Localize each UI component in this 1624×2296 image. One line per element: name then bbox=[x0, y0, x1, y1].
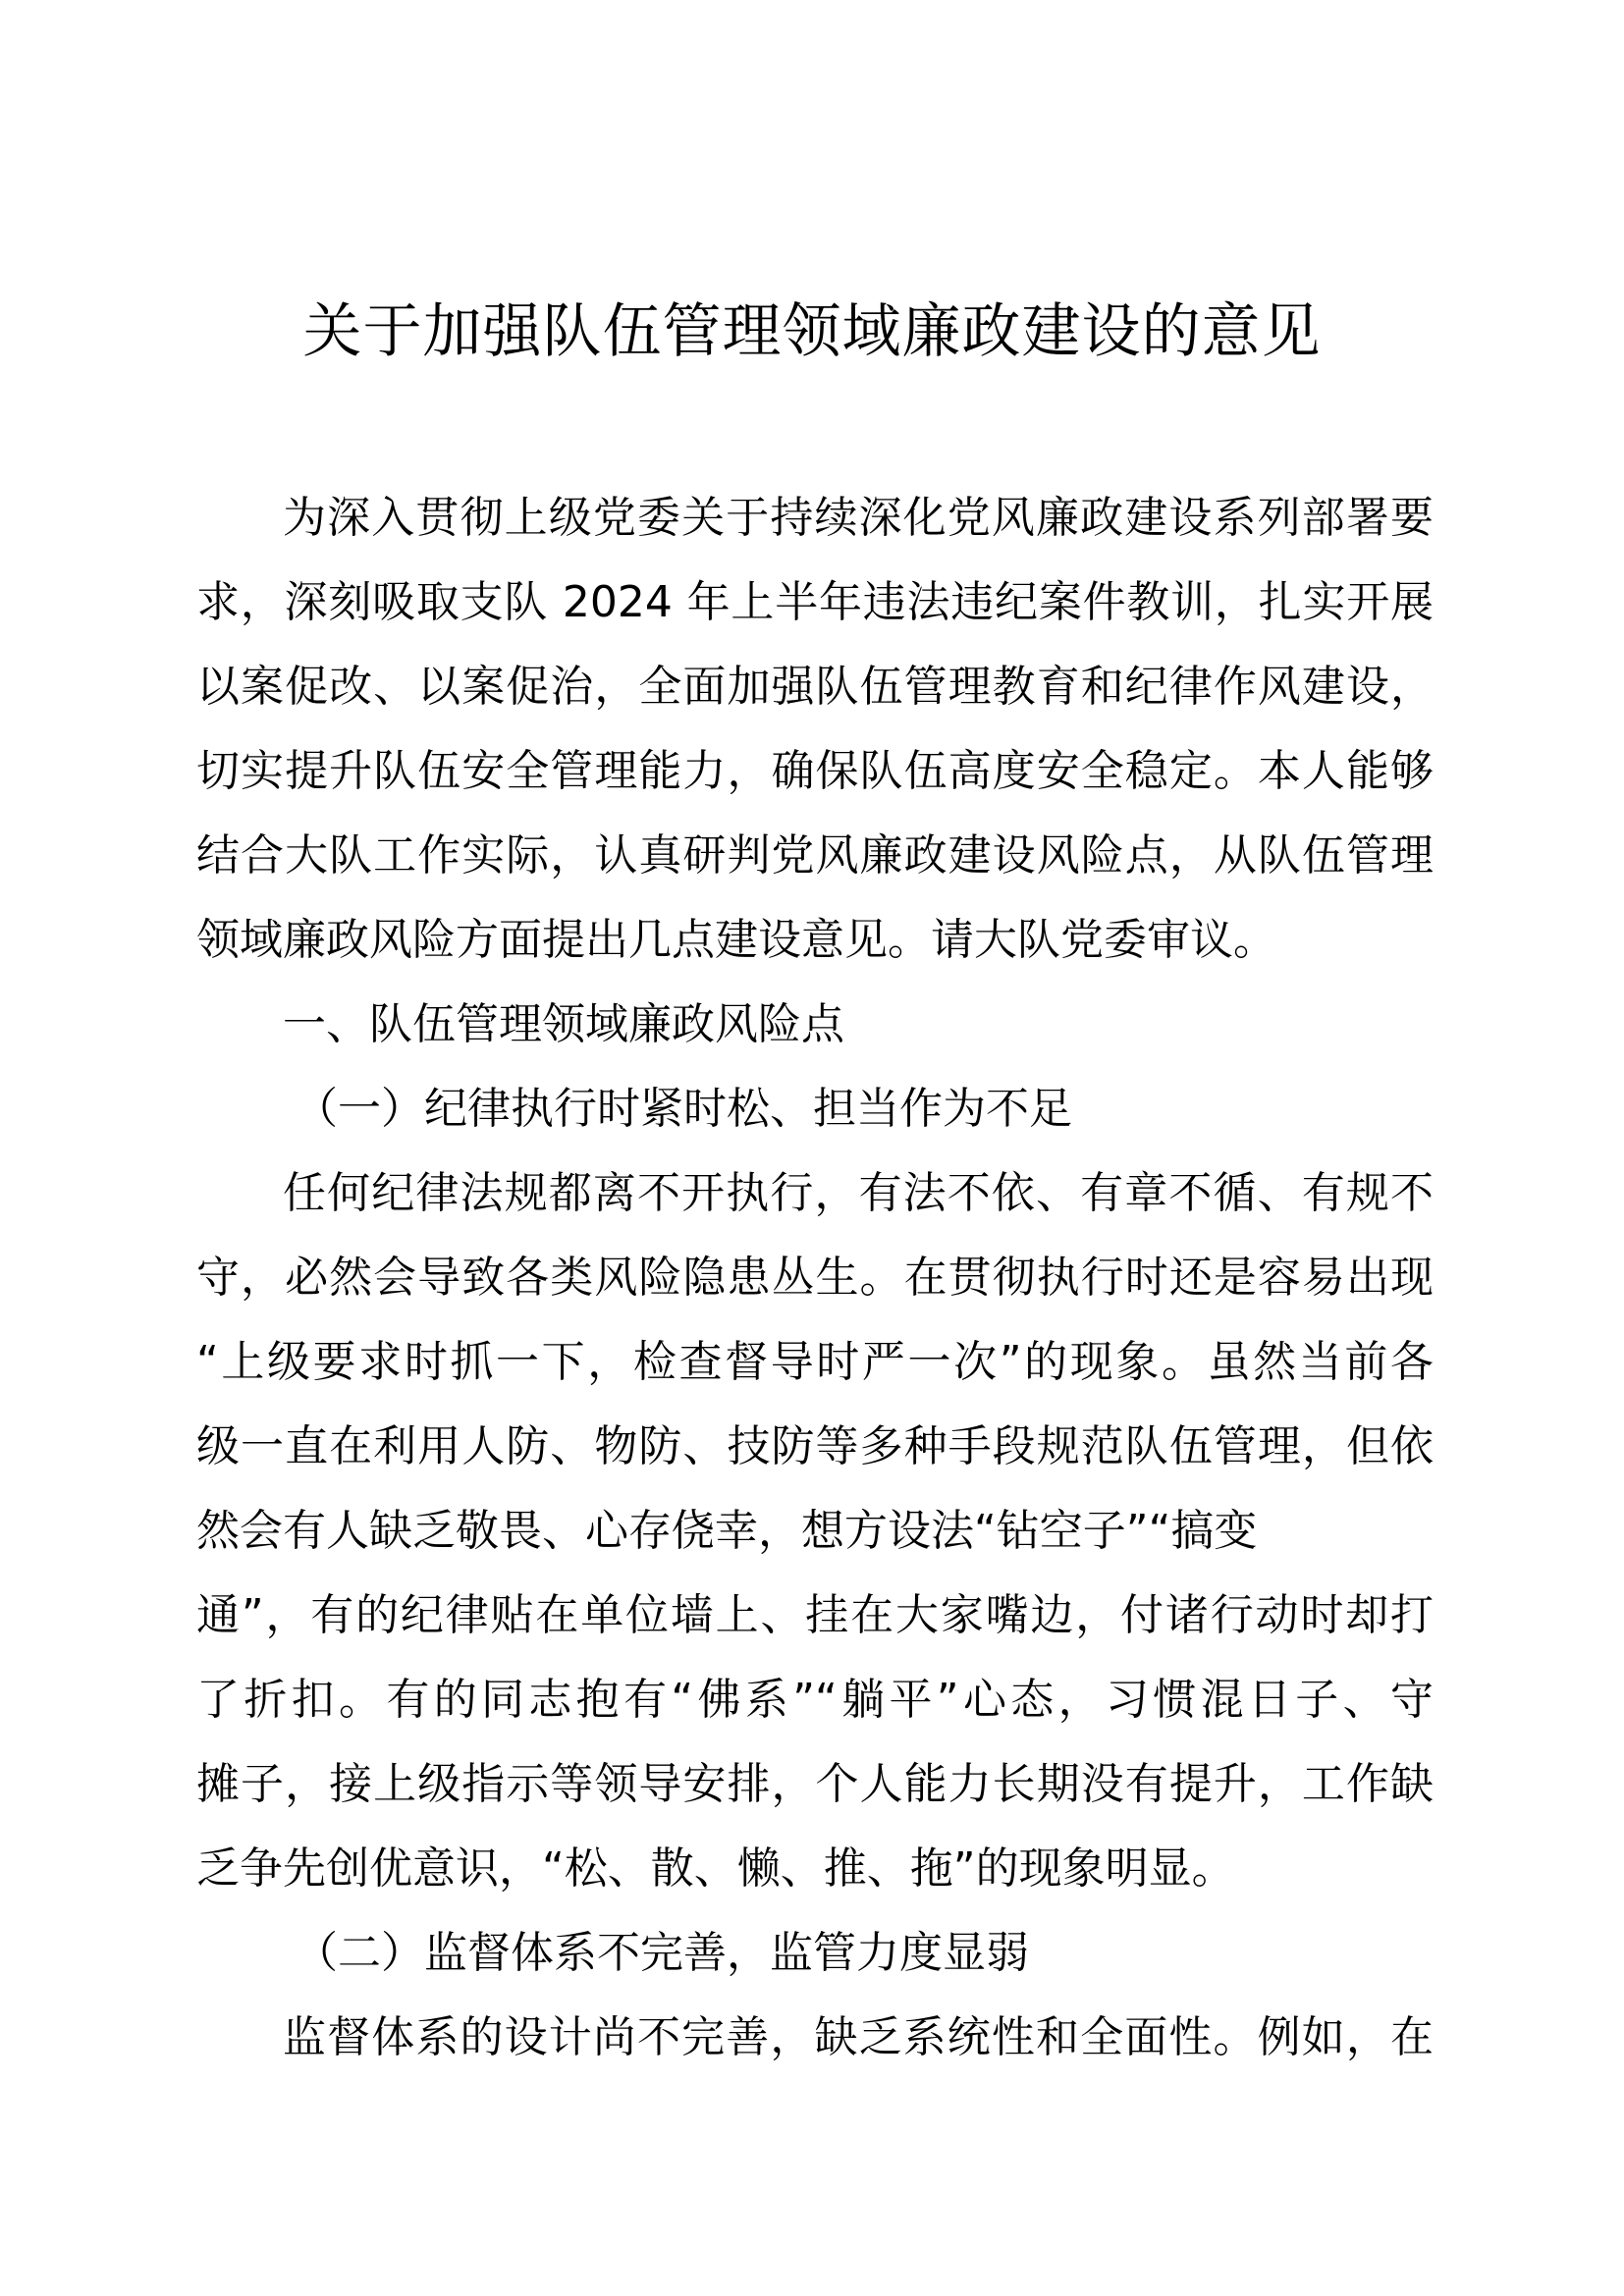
paragraph-line: 通”，有的纪律贴在单位墙上、挂在大家嘴边，付诸行动时却打 bbox=[196, 1590, 1434, 1640]
subsection-heading: （一）纪律执行时紧时松、担当作为不足 bbox=[295, 1084, 1072, 1134]
paragraph-line: 求，深刻吸取支队 2024 年上半年违法违纪案件教训，扎实开展 bbox=[196, 577, 1434, 627]
paragraph-line: 任何纪律法规都离不开执行，有法不依、有章不循、有规不 bbox=[283, 1168, 1434, 1218]
paragraph-line: 了折扣。有的同志抱有“佛系”“躺平”心态，习惯混日子、守 bbox=[196, 1675, 1434, 1725]
paragraph-line: 守，必然会导致各类风险隐患丛生。在贯彻执行时还是容易出现 bbox=[196, 1253, 1434, 1303]
paragraph-line: 级一直在利用人防、物防、技防等多种手段规范队伍管理，但依 bbox=[196, 1421, 1434, 1471]
paragraph-line: 为深入贯彻上级党委关于持续深化党风廉政建设系列部署要 bbox=[283, 493, 1434, 543]
paragraph-line: 摊子，接上级指示等领导安排，个人能力长期没有提升，工作缺 bbox=[196, 1759, 1434, 1809]
paragraph-line: 切实提升队伍安全管理能力，确保队伍高度安全稳定。本人能够 bbox=[196, 746, 1434, 796]
subsection-heading: （二）监督体系不完善，监管力度显弱 bbox=[295, 1928, 1029, 1978]
paragraph-line: 领域廉政风险方面提出几点建设意见。请大队党委审议。 bbox=[196, 915, 1276, 965]
document-title: 关于加强队伍管理领域廉政建设的意见 bbox=[302, 297, 1322, 366]
paragraph-line: 监督体系的设计尚不完善，缺乏系统性和全面性。例如，在 bbox=[283, 2012, 1434, 2062]
paragraph-line: 乏争先创优意识，“松、散、懒、推、拖”的现象明显。 bbox=[196, 1843, 1235, 1894]
paragraph-line: 结合大队工作实际，认真研判党风廉政建设风险点，从队伍管理 bbox=[196, 830, 1434, 881]
section-heading: 一、队伍管理领域廉政风险点 bbox=[283, 999, 844, 1049]
paragraph-line: 以案促改、以案促治，全面加强队伍管理教育和纪律作风建设， bbox=[196, 662, 1434, 712]
paragraph-line: “上级要求时抓一下，检查督导时严一次”的现象。虽然当前各 bbox=[196, 1337, 1434, 1387]
paragraph-line: 然会有人缺乏敬畏、心存侥幸，想方设法“钻空子”“搞变 bbox=[196, 1506, 1258, 1556]
